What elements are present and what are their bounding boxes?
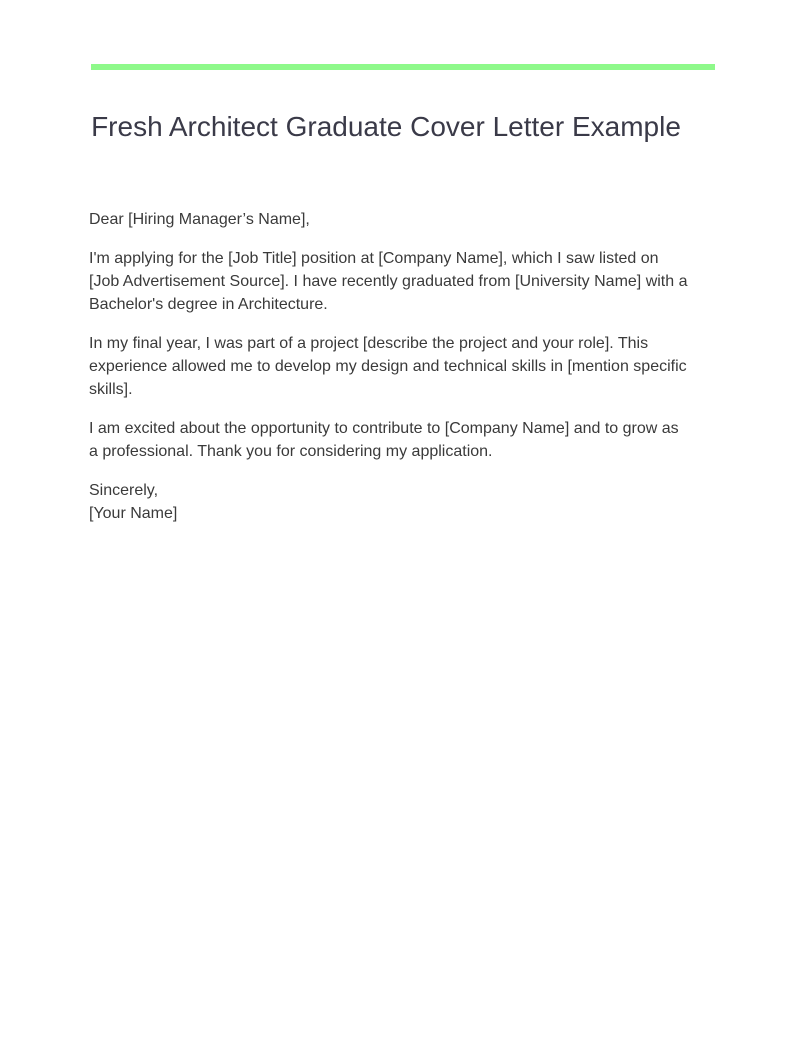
- closing-block: [89, 479, 689, 525]
- closing-text: Sincerely,: [89, 482, 159, 499]
- body-paragraph: I'm applying for the [Job Title] position at [Company Name], which I saw listed on [Job Advertisement Source]. I have recently graduated from [University Name] with a Bachelor's degree in Architecture.: [89, 250, 688, 313]
- signature: [Your Name]: [89, 505, 178, 522]
- letter-body: [89, 208, 689, 541]
- body-paragraph: In my final year, I was part of a project [describe the project and your role]. This experience allowed me to develop my design and technical skills in [mention specific skills].: [89, 335, 687, 398]
- accent-bar: [91, 64, 715, 70]
- salutation: Dear [Hiring Manager’s Name],: [89, 211, 310, 228]
- page-title: Fresh Architect Graduate Cover Letter Example: [91, 111, 681, 142]
- body-paragraph: I am excited about the opportunity to contribute to [Company Name] and to grow as a professional. Thank you for considering my application.: [89, 420, 679, 460]
